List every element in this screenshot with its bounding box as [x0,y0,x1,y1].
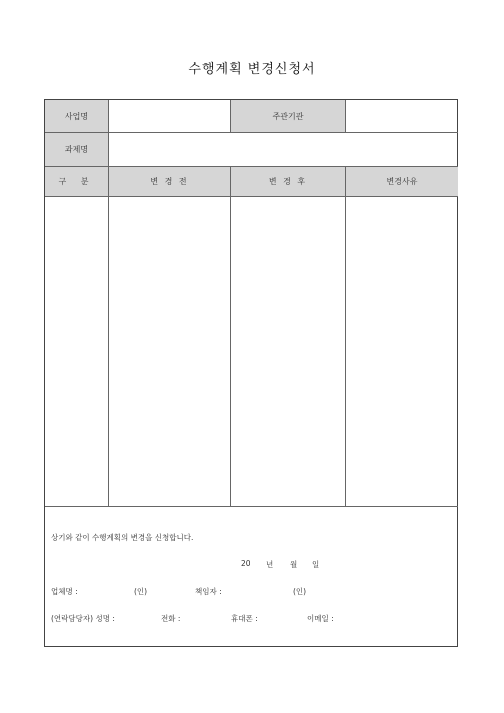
date-year: 20 [241,559,251,568]
application-form [44,99,458,647]
phone-label: 전화 : [161,614,181,623]
header-after: 변 경 후 [231,167,346,197]
page-title: 수행계획 변경신청서 [188,62,316,77]
project-name-field[interactable] [109,133,458,167]
header-category: 구 분 [45,167,109,197]
email-label: 이메일 : [307,614,334,623]
business-name-field[interactable] [109,100,231,133]
company-label: 업체명 : [51,587,78,596]
mobile-label: 휴대폰 : [231,614,258,623]
business-name-label: 사업명 [45,100,109,133]
header-before: 변 경 전 [109,167,231,197]
responsible-label: 책임자 : [195,587,222,596]
date-year-unit: 년 [266,560,274,569]
organizer-field[interactable] [346,100,458,133]
after-column[interactable] [231,197,346,507]
statement-text: 상기와 같이 수행계획의 변경을 신청합니다. [51,533,194,542]
organizer-label: 주관기관 [231,100,346,133]
responsible-seal: (인) [293,587,307,596]
reason-column[interactable] [346,197,458,507]
category-column[interactable] [45,197,109,507]
before-column[interactable] [109,197,231,507]
date-month-unit: 월 [290,560,298,569]
contact-name-label: (연락담당자) 성명 : [51,614,115,623]
header-reason: 변경사유 [346,167,458,197]
project-name-label: 과제명 [45,133,109,167]
date-day-unit: 일 [312,560,320,569]
company-seal: (인) [134,587,148,596]
